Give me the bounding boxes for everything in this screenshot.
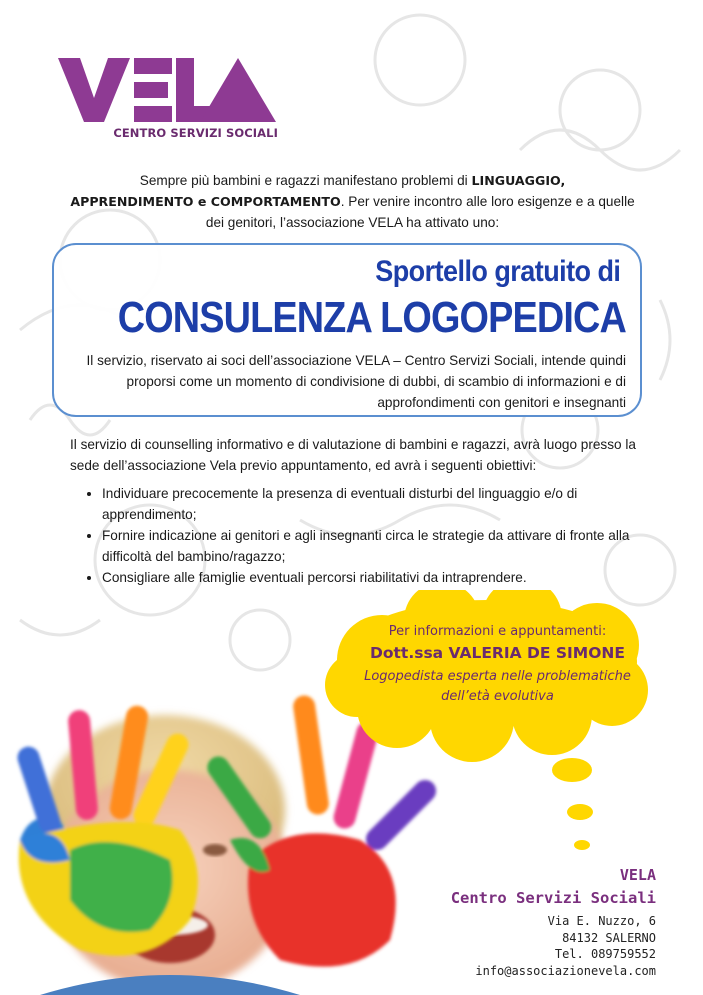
service-highlight-box	[52, 243, 642, 417]
cloud-info-label: Per informazioni e appuntamenti:	[388, 624, 607, 639]
intro-bold-2: APPRENDIMENTO e COMPORTAMENTO	[70, 194, 341, 209]
intro-bold-1: LINGUAGGIO,	[471, 173, 566, 188]
contact-address: Via E. Nuzzo, 6	[547, 914, 656, 928]
service-section	[70, 434, 640, 588]
list-item: • Consigliare alle famiglie eventuali percorsi riabilitativi da intraprendere.	[102, 567, 640, 588]
service-paragraph: Il servizio di counselling informativo e di valutazione di bambini e ragazzi, avrà luogo presso la sede dell’associazione Vela previo appuntamento, ed avrà i seguenti obiettivi:	[70, 437, 636, 473]
box-title-line1: Sportello gratuito di	[374, 255, 620, 288]
vela-wordmark-graphic	[58, 58, 278, 124]
goals-list	[70, 483, 640, 588]
contact-phone: Tel. 089759552	[554, 947, 656, 961]
list-item: • Individuare precocemente la presenza di eventuali disturbi del linguaggio e/o di apprendimento;	[102, 483, 640, 525]
contact-org-name: VELA	[619, 866, 656, 884]
list-item: • Fornire indicazione ai genitori e agli insegnanti circa le strategie da attivare di fronte alla difficoltà del bambino/ragazzo;	[102, 525, 640, 567]
logo-subtitle: CENTRO SERVIZI SOCIALI	[113, 126, 278, 140]
contact-block	[451, 866, 656, 979]
box-description: Il servizio, riservato ai soci dell’associazione VELA – Centro Servizi Sociali, intende quindi proporsi come un momento di condivisione di dubbi, di scambio di informazioni e di approfondimenti con genitori e insegnanti	[86, 353, 626, 410]
contact-email: info@associazionevela.com	[475, 963, 656, 978]
intro-text-1: Sempre più bambini e ragazzi manifestano problemi di	[139, 173, 472, 188]
box-title-line2: CONSULENZA LOGOPEDICA	[117, 293, 626, 342]
cloud-contact-name: Dott.ssa VALERIA DE SIMONE	[370, 644, 625, 662]
intro-text-2: . Per venire incontro alle loro esigenze e a quelle dei genitori, l’associazione VELA ha attivato uno:	[205, 194, 635, 230]
intro-paragraph	[70, 170, 635, 233]
contact-city: 84132 SALERNO	[562, 930, 656, 945]
cloud-text	[360, 624, 635, 707]
cloud-contact-role: Logopedista esperta nelle problematiche dell’età evolutiva	[364, 669, 631, 704]
contact-org-subtitle: Centro Servizi Sociali	[450, 889, 656, 907]
